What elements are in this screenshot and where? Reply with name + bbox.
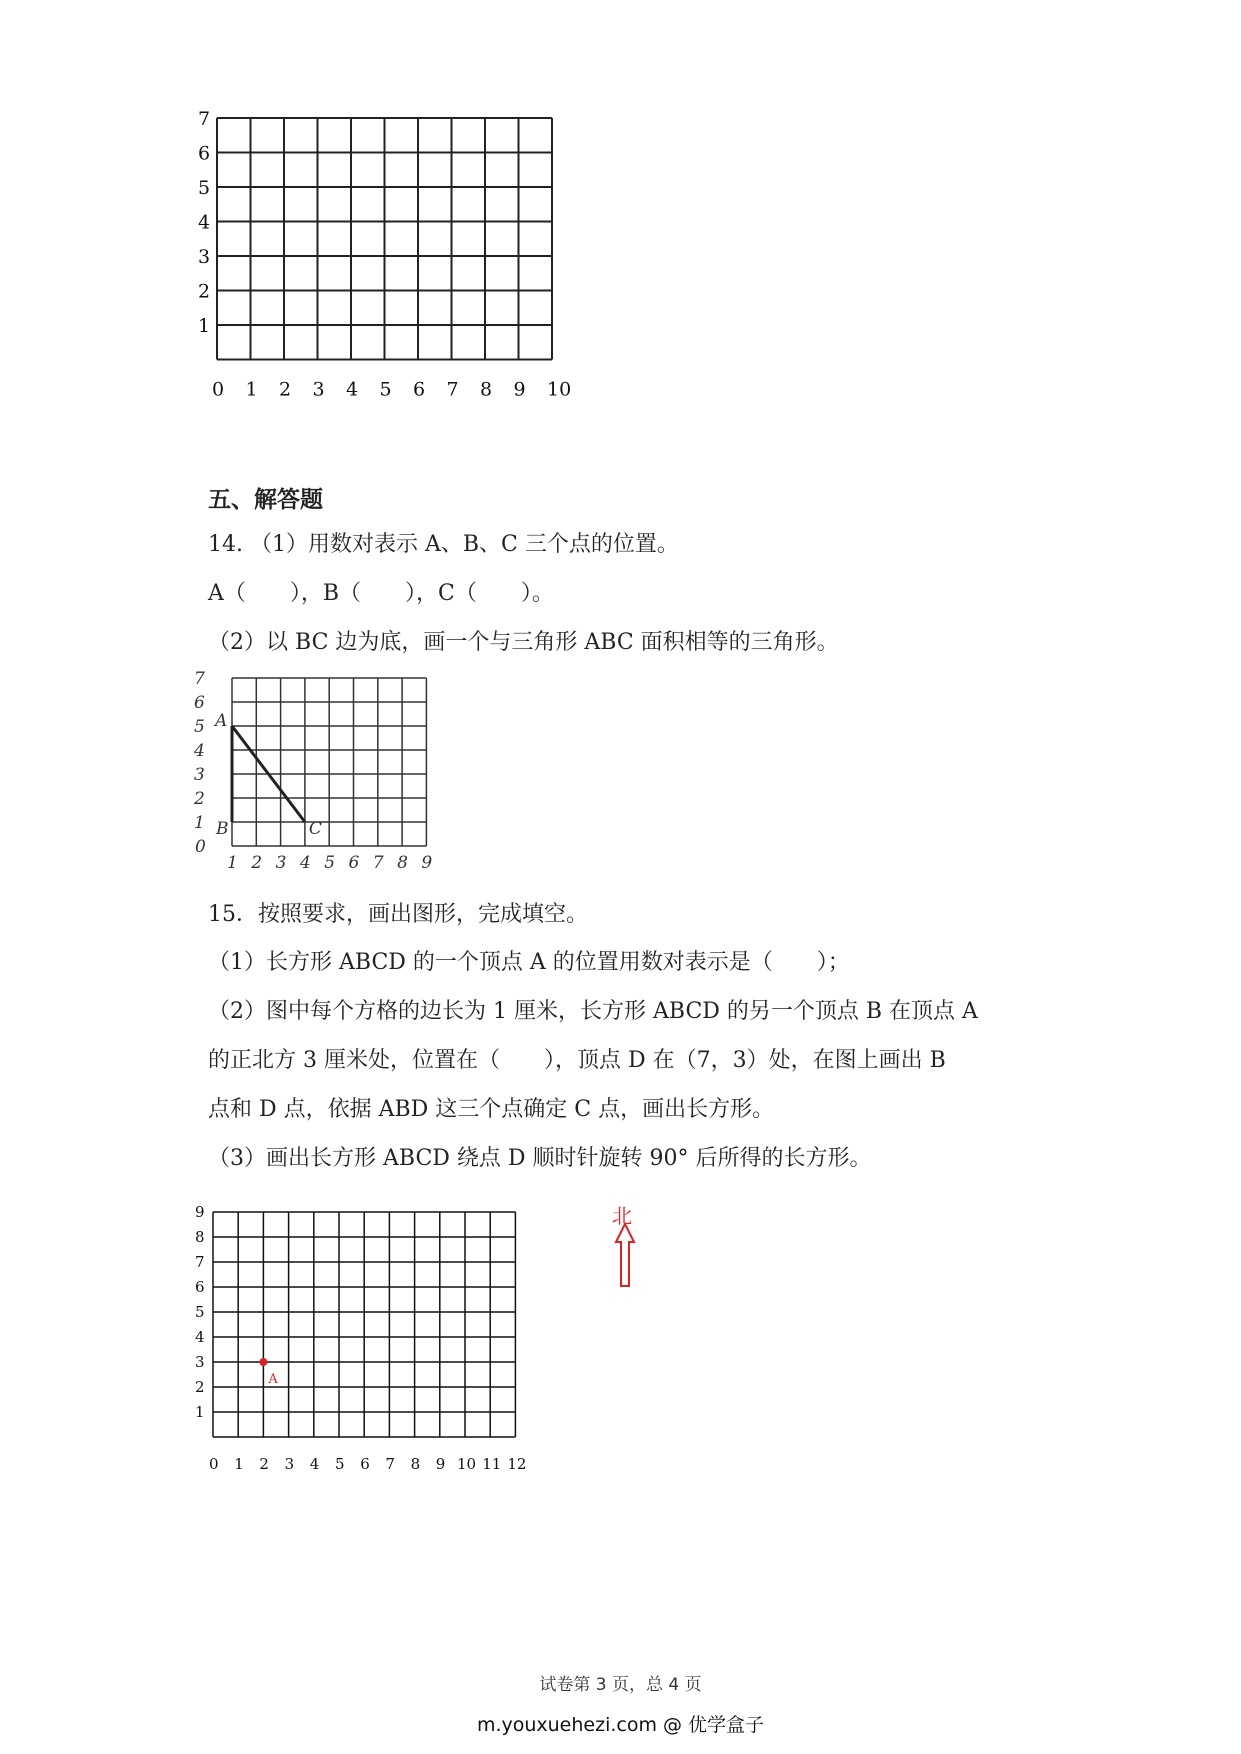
x-tick-label: 1: [234, 1455, 244, 1473]
x-tick-label: 9: [421, 853, 433, 873]
x-tick-label: 7: [372, 853, 384, 873]
coordinate-grid-2: [194, 668, 505, 893]
q15-line6: （3）画出长方形 ABCD 绕点 D 顺时针旋转 90° 后所得的长方形。: [208, 1146, 872, 1171]
north-arrow-icon: [614, 1222, 636, 1288]
y-tick-label: 6: [194, 693, 205, 713]
y-tick-label: 2: [198, 280, 211, 303]
coordinate-grid-1: [195, 110, 635, 440]
x-tick-label: 6: [413, 378, 426, 401]
y-tick-label: 8: [195, 1228, 205, 1246]
section-title: 五、解答题: [208, 487, 323, 513]
x-tick-label: 10: [547, 378, 572, 401]
y-tick-label: 4: [194, 741, 205, 761]
y-tick-label: 9: [195, 1203, 205, 1221]
y-tick-label: 3: [195, 1353, 205, 1371]
y-tick-label: 5: [198, 177, 211, 199]
y-tick-label: 2: [194, 789, 205, 809]
x-tick-label: 4: [309, 1455, 320, 1473]
x-tick-label: 0: [209, 1455, 219, 1473]
q15-line3: （2）图中每个方格的边长为 1 厘米，长方形 ABCD 的另一个顶点 B 在顶点 A: [208, 999, 978, 1024]
x-tick-label: 2: [279, 378, 292, 401]
q15-line2: （1）长方形 ABCD 的一个顶点 A 的位置用数对表示是（ ）；: [208, 950, 850, 975]
y-tick-label: 3: [198, 246, 211, 268]
x-tick-label: 2: [251, 853, 263, 873]
q14-line1: 14. （1）用数对表示 A、B、C 三个点的位置。: [208, 532, 679, 557]
x-tick-label: 3: [312, 378, 325, 401]
x-tick-label: 1: [245, 378, 258, 401]
x-tick-label: 8: [397, 853, 408, 873]
x-tick-label: 6: [348, 853, 360, 873]
x-tick-label: 11: [482, 1455, 502, 1473]
point-label-b: B: [216, 819, 229, 839]
y-tick-label: 4: [198, 211, 211, 234]
x-tick-label: 3: [284, 1455, 295, 1473]
q15-line5: 点和 D 点，依据 ABD 这三个点确定 C 点，画出长方形。: [208, 1097, 775, 1122]
page-number: 试卷第 3 页，总 4 页: [539, 1675, 702, 1695]
x-tick-label: 10: [457, 1455, 477, 1473]
site-watermark: m.youxuehezi.com @ 优学盒子: [476, 1714, 765, 1736]
point-label-a: A: [215, 711, 228, 731]
y-tick-label: 1: [195, 1403, 205, 1421]
x-tick-label: 8: [480, 378, 493, 401]
x-tick-label: 5: [335, 1455, 345, 1473]
x-tick-label: 2: [259, 1455, 269, 1473]
north-label: 北: [612, 1204, 632, 1228]
x-tick-label: 4: [346, 378, 359, 401]
x-tick-label: 1: [227, 853, 238, 873]
x-tick-label: 12: [507, 1455, 527, 1473]
y-tick-label: 1: [198, 315, 211, 337]
x-tick-label: 9: [513, 378, 526, 401]
point-label-c: C: [308, 819, 322, 839]
y-tick-label: 5: [195, 1303, 205, 1321]
x-tick-label: 9: [435, 1455, 446, 1473]
y-tick-label: 6: [198, 142, 211, 165]
point-a-dot: [259, 1358, 267, 1366]
y-tick-label: 7: [195, 1253, 205, 1271]
coordinate-grid-3: [195, 1203, 605, 1520]
q14-line3: （2）以 BC 边为底，画一个与三角形 ABC 面积相等的三角形。: [208, 630, 839, 655]
x-tick-label: 3: [275, 853, 287, 873]
q15-line1: 15．按照要求，画出图形，完成填空。: [208, 902, 588, 927]
x-tick-label: 7: [446, 378, 459, 401]
y-tick-label: 4: [195, 1328, 205, 1346]
y-tick-label: 7: [194, 669, 205, 689]
q15-line4: 的正北方 3 厘米处，位置在（ ），顶点 D 在（7，3）处，在图上画出 B: [208, 1048, 946, 1073]
x-tick-label: 4: [299, 853, 311, 873]
x-tick-label: 6: [360, 1455, 370, 1473]
y-tick-label: 3: [194, 765, 205, 785]
y-tick-label: 5: [194, 717, 205, 737]
y-tick-label: 2: [195, 1378, 205, 1396]
x-tick-label: 0: [212, 378, 225, 401]
point-label-a: A: [268, 1372, 278, 1387]
x-tick-label: 5: [379, 378, 392, 401]
y-tick-label: 0: [195, 837, 206, 857]
x-tick-label: 5: [324, 853, 336, 873]
x-tick-label: 8: [410, 1455, 421, 1473]
y-tick-label: 7: [198, 108, 211, 130]
q14-line2: A（ ），B（ ），C（ ）。: [208, 581, 554, 606]
y-tick-label: 6: [195, 1278, 205, 1296]
x-tick-label: 7: [385, 1455, 395, 1473]
y-tick-label: 1: [194, 813, 205, 833]
